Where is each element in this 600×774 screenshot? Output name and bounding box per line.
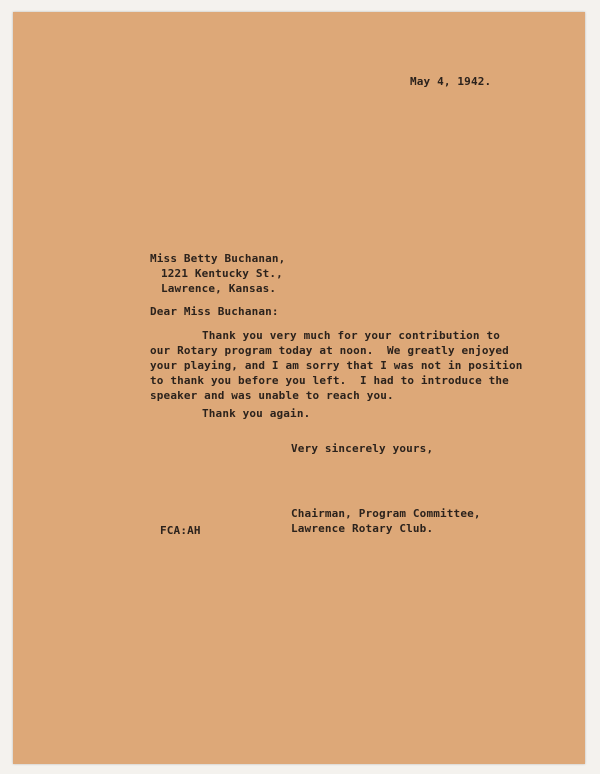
letter-page: [13, 12, 585, 764]
complimentary-close: Very sincerely yours,: [291, 442, 434, 455]
thanks-again: Thank you again.: [202, 407, 311, 420]
letter-date: May 4, 1942.: [410, 75, 492, 88]
body-line: your playing, and I am sorry that I was not in position: [150, 359, 523, 372]
body-line: our Rotary program today at noon. We greatly enjoyed: [150, 344, 509, 357]
recipient-street: 1221 Kentucky St.,: [161, 267, 283, 280]
body-line: to thank you before you left. I had to introduce the: [150, 374, 509, 387]
salutation: Dear Miss Buchanan:: [150, 305, 279, 318]
recipient-city: Lawrence, Kansas.: [161, 282, 277, 295]
body-line: speaker and was unable to reach you.: [150, 389, 394, 402]
signature-title: Chairman, Program Committee,: [291, 507, 481, 520]
reference-initials: FCA:AH: [160, 524, 201, 537]
body-line: Thank you very much for your contribution to: [202, 329, 500, 342]
recipient-name: Miss Betty Buchanan,: [150, 252, 286, 265]
signature-organization: Lawrence Rotary Club.: [291, 522, 434, 535]
